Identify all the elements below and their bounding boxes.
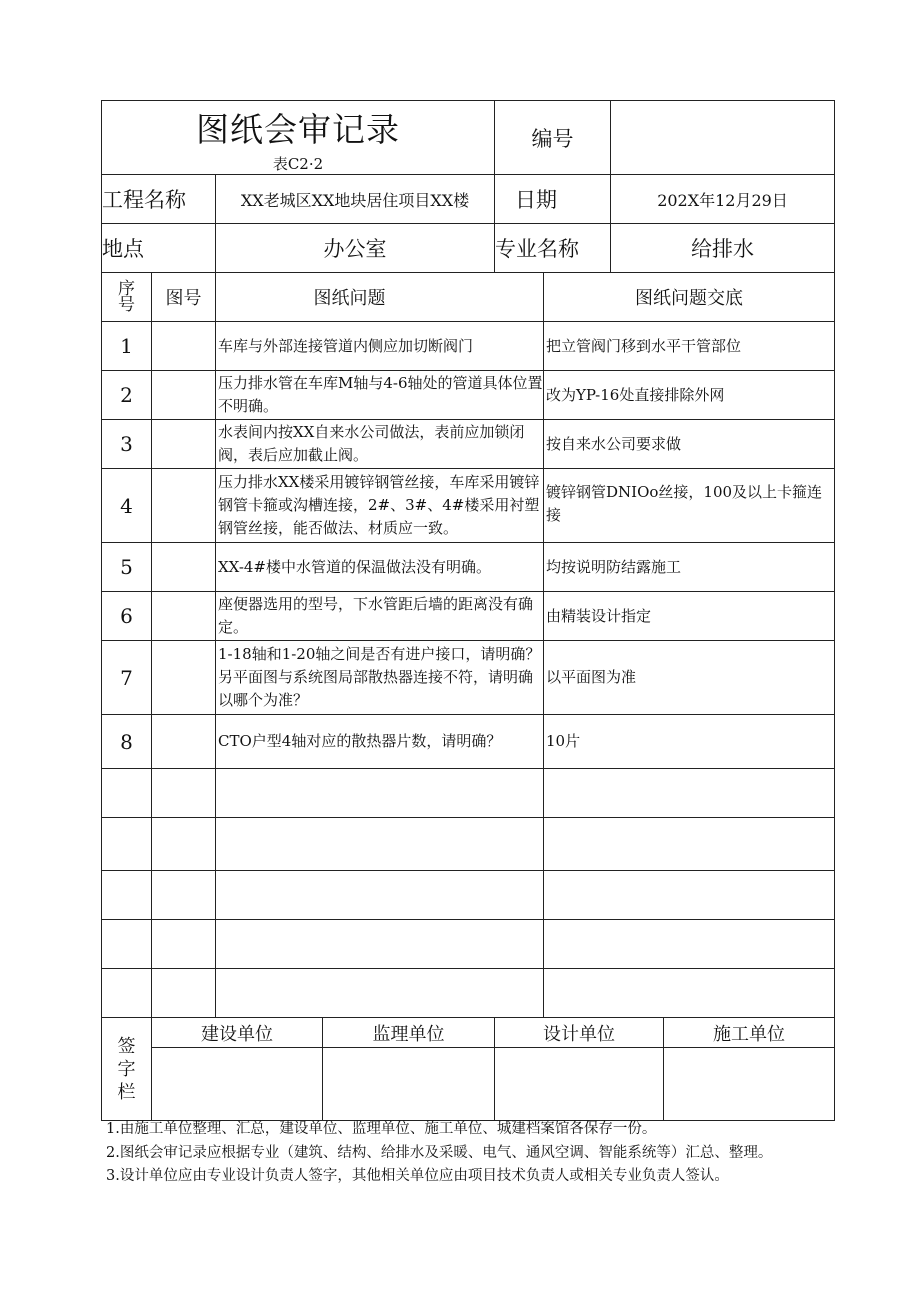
note-1: 1.由施工单位整理、汇总，建设单位、监理单位、施工单位、城建档案馆各保存一份。 — [106, 1121, 657, 1137]
row-resolution: 均按说明防结露施工 — [544, 543, 835, 592]
location-value: 办公室 — [216, 224, 495, 273]
table-row — [102, 371, 835, 420]
row-drawing-no — [152, 371, 216, 420]
row-seq: 2 — [102, 371, 152, 420]
row-resolution: 改为YP-16处直接排除外网 — [544, 371, 835, 420]
number-label: 编号 — [495, 101, 611, 175]
table-row — [102, 469, 835, 543]
row-resolution: 10片 — [544, 715, 835, 769]
sign-unit-design: 设计单位 — [495, 1018, 664, 1048]
row-drawing-no — [152, 322, 216, 371]
number-value — [611, 101, 835, 175]
sign-unit-construction: 建设单位 — [152, 1018, 323, 1048]
row-issue: 压力排水XX楼采用镀锌钢管丝接，车库采用镀锌钢管卡箍或沟槽连接，2#、3#、4#楼采用衬塑钢管丝接，能否做法、材质应一致。 — [216, 469, 544, 543]
sign-box-contractor — [664, 1048, 835, 1121]
table-row — [102, 715, 835, 769]
table-row-empty — [102, 818, 835, 871]
table-row-empty — [102, 871, 835, 920]
table-row — [102, 420, 835, 469]
sign-box-design — [495, 1048, 664, 1121]
col-issue-header: 图纸问题 — [216, 273, 544, 322]
table-row — [102, 322, 835, 371]
signature-label: 签字栏 — [102, 1018, 152, 1121]
row-issue: 压力排水管在车库M轴与4-6轴处的管道具体位置不明确。 — [216, 371, 544, 420]
form-title: 图纸会审记录 — [196, 109, 400, 149]
table-row — [102, 592, 835, 641]
form-table — [101, 100, 835, 322]
row-drawing-no — [152, 543, 216, 592]
footnotes — [106, 1118, 772, 1189]
project-value: XX老城区XX地块居住项目XX楼 — [216, 175, 495, 224]
row-resolution: 把立管阀门移到水平干管部位 — [544, 322, 835, 371]
sign-box-supervision — [323, 1048, 495, 1121]
table-row-empty — [102, 769, 835, 818]
row-drawing-no — [152, 641, 216, 715]
col-seq-header: 序号 — [102, 273, 152, 322]
table-row-empty — [102, 969, 835, 1018]
col-drawing-no-header: 图号 — [152, 273, 216, 322]
signature-table — [101, 1017, 835, 1121]
row-resolution: 镀锌钢管DNIOo丝接，100及以上卡箍连接 — [544, 469, 835, 543]
table-row — [102, 543, 835, 592]
row-drawing-no — [152, 469, 216, 543]
row-resolution: 由精装设计指定 — [544, 592, 835, 641]
row-seq: 1 — [102, 322, 152, 371]
sign-unit-supervision: 监理单位 — [323, 1018, 495, 1048]
row-issue: XX-4#楼中水管道的保温做法没有明确。 — [216, 543, 544, 592]
row-seq: 3 — [102, 420, 152, 469]
row-seq: 4 — [102, 469, 152, 543]
row-seq: 5 — [102, 543, 152, 592]
row-resolution: 以平面图为准 — [544, 641, 835, 715]
project-label: 工程名称 — [102, 175, 216, 224]
drawing-review-form — [101, 100, 834, 1121]
row-issue: 车库与外部连接管道内侧应加切断阀门 — [216, 322, 544, 371]
row-drawing-no — [152, 592, 216, 641]
issues-table — [101, 321, 835, 1018]
row-issue: 水表间内按XX自来水公司做法，表前应加锁闭阀，表后应加截止阀。 — [216, 420, 544, 469]
date-value: 202X年12月29日 — [611, 175, 835, 224]
row-drawing-no — [152, 420, 216, 469]
specialty-label: 专业名称 — [495, 224, 611, 273]
note-3: 3.设计单位应由专业设计负责人签字，其他相关单位应由项目技术负责人或相关专业负责人签认。 — [106, 1168, 729, 1184]
specialty-value: 给排水 — [611, 224, 835, 273]
location-label: 地点 — [102, 224, 216, 273]
row-issue: 1-18轴和1-20轴之间是否有进户接口，请明确？另平面图与系统图局部散热器连接不符，请明确以哪个为准？ — [216, 641, 544, 715]
title-cell — [102, 101, 495, 175]
sign-unit-contractor: 施工单位 — [664, 1018, 835, 1048]
form-code: 表C2·2 — [272, 154, 324, 173]
row-resolution: 按自来水公司要求做 — [544, 420, 835, 469]
row-drawing-no — [152, 715, 216, 769]
row-seq: 6 — [102, 592, 152, 641]
col-resolution-header: 图纸问题交底 — [544, 273, 835, 322]
table-row — [102, 641, 835, 715]
row-seq: 8 — [102, 715, 152, 769]
row-seq: 7 — [102, 641, 152, 715]
table-row-empty — [102, 920, 835, 969]
row-issue: 座便器选用的型号，下水管距后墙的距离没有确定。 — [216, 592, 544, 641]
row-issue: CTO户型4轴对应的散热器片数，请明确？ — [216, 715, 544, 769]
sign-box-construction — [152, 1048, 323, 1121]
note-2: 2.图纸会审记录应根据专业（建筑、结构、给排水及采暖、电气、通风空调、智能系统等）汇总、整理。 — [106, 1144, 773, 1161]
date-label: 日期 — [495, 175, 611, 224]
